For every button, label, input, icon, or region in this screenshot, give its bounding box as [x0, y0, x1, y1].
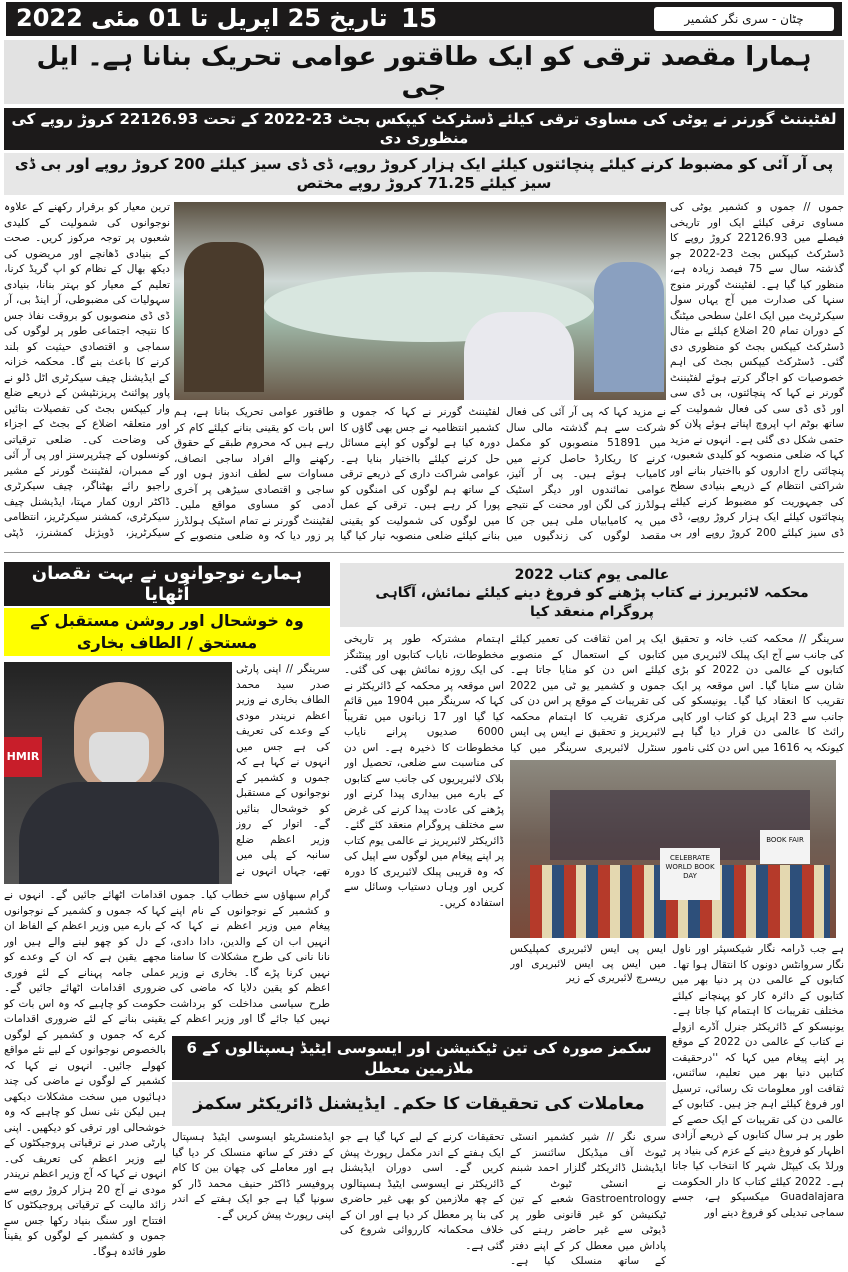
lead-subhead-2	[4, 153, 844, 195]
lead-headline	[4, 40, 844, 104]
page-number: 15	[401, 4, 438, 34]
skims-column-1: سری نگر // شیر کشمیر انسٹی ٹیوٹ آف میڈیکل سائنسز کے ایڈیشنل ڈائریکٹر گلزار احمد شبنم نے انسٹی ٹیوٹ کے Gastroentrology شعبے کے تین ٹیکنیشن کو غیر قانونی طور پر ڈیوٹی سے غیر حاضر رہنے کی پاداش میں معطل کر کے اپنے دفتر کے ساتھ منسلک کیا ہے۔	[510, 1131, 666, 1267]
person-left	[184, 242, 264, 392]
bukhari-column-a: گرام سبھاؤں سے خطاب کیا۔ جموں و کشمیر کے نوجوانوں کے نام اپنے پیغام میں وزیر اعظم نے کہا کہ انہیں اب ان کے والدین، دادا دادی، نانا نانی کی طرح مشکلات کا سامنا نہیں کرنا پڑے گا۔ بخاری نے وزیر اعظم کو یقین دلایا کہ ماضی کی طرح سیاسی مداخلت کو برداشت نہیں کیا جائے گا اور وزیر اعظم کے	[170, 889, 330, 1025]
bukhari-headline-text: ہمارے نوجوانوں نے بہت نقصان اُٹھایا	[31, 563, 303, 605]
person-foreground	[464, 312, 574, 400]
lead-subhead-1	[4, 108, 844, 150]
skims-subhead	[172, 1082, 666, 1126]
person-suit	[19, 782, 219, 884]
lead-subhead-2-text: پی آر آئی کو مضبوط کرنے کیلئے پنچائتوں کیلئے ایک ہزار کروڑ روپے، ڈی ڈی سیز کیلئے 200 کروڑ روپے اور بی ڈی سیز کیلئے 71.25 کروڑ روپے مختص	[14, 155, 834, 192]
skims-column-3: ایڈمنسٹریٹو ایسوسی ایٹیڈ ہسپتال کے دفتر کے ساتھ منسلک کر دیا گیا ہے اور معاملے کی چھان بین کا کام پروفیسر ڈاکٹر حنیف محمد ڈار کو سونپا گیا ہے جو ایک ہفتے کے اندر اپنی رپورٹ پیش کریں گے۔	[172, 1131, 334, 1221]
skims-subhead-text: معاملات کی تحقیقات کا حکم۔ ایڈیشنل ڈائریکٹر سکمز	[193, 1094, 645, 1114]
books-photo-caption: ایس پی ایس لائبریری کمپلیکس میں ایس پی ایس لائبریری اور ریسرچ لائبریری کے زیر	[510, 943, 666, 984]
lead-column-mid-2: لفٹیننٹ گورنر نے کہا کہ جموں و کشمیر انتظامیہ نے جس بھی گاؤں کا دورہ کیا ہے لوگوں کو اپنے مسائل حل کرنے کیلئے بااختیار بنایا ہے۔ عوامی شراکت داری کے ذریعے ترقی کے ساتھ ہم لوگوں کی امنگوں کو پورا کر رہے ہیں۔ ترقی کے عمل میں لوگوں کی شمولیت کو یقینی بنانے کیلئے ضلعی منصوبہ تیار کیا گیا	[340, 406, 500, 542]
bukhari-headline	[4, 562, 330, 606]
lead-subhead-1-text: لفٹیننٹ گورنر نے یوٹی کی مساوی ترقی کیلئے ڈسٹرکٹ کیپکس بجٹ 23-2022 کے تحت 22126.93 کروڑ روپے کی منظوری دی	[11, 110, 837, 147]
lead-column-right: جموں // جموں و کشمیر یوٹی کی مساوی ترقی کیلئے ایک اور تاریخی فیصلے میں 22126.93 کروڑ روپے کا ڈسٹرکٹ کیپکس بجٹ 23-2022 جو گذشتہ سال سے 75 فیصد زیادہ ہے، منظور کیا گیا ہے۔ لفٹیننٹ گورنر منوج سنہا کی صدارت میں آج یہاں سول سیکرٹریٹ میں ایک اعلیٰ سطحی میٹنگ کے دوران تمام 20 اضلاع کیلئے بے مثال ڈسٹرکٹ کیپکس بجٹ کو منظوری دی گئی۔ ڈسٹرکٹ کیپکس بجٹ کی اہم خصوصیات کو اجاگر کرتے ہوئے لفٹیننٹ گورنر نے کہا کہ پنچائتوں، بی ڈی سی اور ڈی ڈی سی کی فعال شمولیت کے ساتھ بوٹم اپ اپروچ اپناتے ہوئے پلان کو حتمی شکل دی گئی ہے۔ انہوں نے مزید کہا کہ ضلعی منصوبہ کو کلیدی شعبوں، پنچائتی راج اداروں کو بااختیار بنانے اور شراکتی انتظام کے ذریعے بنیادی سطح کی جمہوریت کو مضبوط کرنے کیلئے پنچائتوں کیلئے ایک ہزار کروڑ روپے، ڈی ڈی سیز کیلئے 200 کروڑ روپے اور بی	[670, 201, 844, 539]
newspaper-logo: چٹان - سری نگر کشمیر	[654, 7, 834, 31]
photo-backdrop-text: HMIR	[4, 737, 42, 777]
celebrate-sign: CELEBRATE WORLD BOOK DAY	[660, 848, 720, 900]
skims-column-2: تحقیقات کرنے کے لیے کہا گیا ہے جو ایک ہفتے کے اندر مکمل رپورٹ پیش کریں گے۔ اسی دوران ایڈیشنل ڈائریکٹر نے ایسوسی ایٹیڈ ہسپتالوں کے چھ ملازمین کو بھی غیر حاضری کی بنا پر معطل کر دیا ہے اور ان کے خلاف محکمانہ کارروائی شروع کی گئی ہے۔	[340, 1131, 504, 1252]
lead-photo-meeting	[174, 202, 666, 400]
books-header	[340, 563, 844, 627]
bukhari-photo	[4, 662, 232, 884]
bukhari-subhead	[4, 608, 330, 656]
masthead-bar	[6, 2, 842, 36]
books-exhibition-photo	[510, 760, 836, 938]
bukhari-subhead-text: وہ خوشحال اور روشن مستقبل کے مستحق / الطاف بخاری	[30, 611, 304, 652]
lead-column-mid-1: طاقتور عوامی تحریک بنانا ہے، ہم اس بات کو یقینی بنانے کیلئے کام کر رہے ہیں کہ محروم طبقے کے حقوق رکھنے والے افراد ساجی انصاف، مساوات سے لطف اندوز ہوں اور ساجی و اقتصادی سیڑھی پر آخری آدمی کو مساوی مواقع ملیں۔ لفٹیننٹ گورنر نے تمام اسٹیک ہولڈرز پر زور دیا کہ وہ ضلعی منصوبے کے	[174, 406, 334, 542]
books-column-3: اہتمام مشترکہ طور پر تاریخی مخطوطات، نایاب کتابوں اور پینٹنگز کی ایک روزہ نمائش بھی کی گئی۔ اس موقعہ پر محکمہ کے ڈائریکٹر نے کہا کہ سرینگر میں 1904 میں قائم کیا گیا اور 17 زبانوں میں تقریباً 6000 صدیوں پرانے نایاب مخطوطات کا ذخیرہ ہے۔ اس دن کی مناسبت سے ضلعی، تحصیل اور بلاک لائبریریوں کی جانب سے کتابوں کے بارے میں بیداری پیدا کرنے اور پڑھنے کی عادت پیدا کرنے کی غرض سے مختلف پروگرام منعقد کئے گئے۔ ڈائریکٹر لائبریریز نے عالمی یوم کتاب پر اپنے پیغام میں لوگوں سے اپیل کی کہ وہ قریبی پبلک لائبریری کا دورہ کریں اور وہاں دستیاب وسائل سے استفادہ کریں۔	[344, 633, 504, 909]
bukhari-column-side: سرینگر // اپنی پارٹی صدر سید محمد الطاف بخاری نے وزیر اعظم نریندر مودی کے وعدے کی تعریف کی ہے جس میں انہوں نے کہا ہے کہ جموں و کشمیر کے نوجوانوں کے مستقبل کو خوشحال بنائیں گے۔ اتوار کے روز وزیر اعظم ضلع سانبہ کے پلی میں تھے، جہاں انہوں نے	[236, 663, 330, 877]
issue-date: تاریخ 25 اپریل تا 01 مئی 2022	[16, 4, 388, 32]
lead-column-left: ترین معیار کو برقرار رکھنے کے علاوہ نوجوانوں کی شمولیت کے کلیدی شعبوں پر توجہ مرکوز کریں۔ صحت کے بنیادی ڈھانچے اور مریضوں کی دیکھ بھال کے نظام کو اپ گریڈ کرنا، تعلیم کے معیار کو بہتر بنانا، بنیادی سہولیات کی مضبوطی، آر اینڈ بی، آر ڈی ڈی منصوبوں کو بروقت نفاذ جس کا نتیجہ اجتماعی طور پر لوگوں کی سماجی و اقتصادی حیثیت کو بلند کرنے کا باعث بنے گا۔ محکمہ خزانہ کے ایڈیشنل چیف سیکرٹری اٹل ڈلو نے پاور پوائنٹ پریزنٹیشن کے ذریعے ضلع وار کیپکس بجٹ کی تفصیلات بتائیں اور متعلقہ اضلاع کے بجٹ کے اجزاء کی وضاحت کی۔ ضلعی ترقیاتی کونسلوں کے چیئرپرسنز اور پی آر آئی کے ممبران، لفٹیننٹ گورنر کے مشیر راجیو رائے بھٹناگر، چیف سیکرٹری ڈاکٹر ارون کمار مہتا، ایڈیشنل چیف سیکرٹری، کمشنر سیکرٹریز، انتظامی سیکرٹریز، ڈویژنل کمشنرز، ڈپٹی	[4, 201, 170, 539]
lead-column-mid-3: نے مزید کہا کہ پی آر آئی کی فعال شرکت سے ہم گذشتہ مالی سال میں 51891 منصوبوں کو مکمل کرنے کا ریکارڈ حاصل کرنے میں کامیاب ہوئے ہیں۔ پی آر آئیز، عوامی نمائندوں اور دیگر اسٹیک ہولڈرز کی لگن اور محنت کے نتیجے میں یہ کامیابیاں ملی ہیں جن کا مقصد لوگوں کی زندگیوں میں	[506, 406, 666, 542]
skims-headline-text: سکمز صورہ کی تین ٹیکنیشن اور ایسوسی ایٹیڈ ہسپتالوں کے 6 ملازمین معطل	[186, 1039, 652, 1077]
books-column-2: ایک پر امن ثقافت کی تعمیر کیلئے کتابوں کے استعمال کے منصوبے کیلئے اس دن کو منایا جاتا ہے۔ جموں و کشمیر یو ٹی میں 2022 کی تقریبات کے موقع پر اس دن کی مرکزی تقریب کا اہتمام محکمہ لائبریریز و تحقیق نے ایس پی ایس سنٹرل لائبریری سرینگر میں کیا	[510, 633, 666, 754]
divider	[4, 552, 844, 553]
book-fair-sign: BOOK FAIR	[760, 830, 810, 864]
lead-headline-text: ہمارا مقصد ترقی کو ایک طاقتور عوامی تحریک بنانا ہے۔ ایل جی	[36, 42, 812, 102]
books-kicker: عالمی یوم کتاب 2022	[514, 567, 670, 583]
books-headline: محکمہ لائبریرز نے کتاب پڑھنے کو فروغ دینے کیلئے نمائش، آگاہی پروگرام منعقد کیا	[375, 585, 809, 620]
person-right	[594, 262, 664, 392]
books-column-1: سرینگر // محکمہ کتب خانہ و تحقیق کی جانب سے آج ایک پبلک لائبریری میں کتابوں کے عالمی دن 2022 کو بڑی شان سے منایا گیا۔ اس موقعہ پر ایک تقریب کا انعقاد کیا گیا۔ یونیسکو کی جانب سے 23 اپریل کو کتاب اور کاپی رائٹ کا عالمی دن قرار دیا گیا ہے کیونکہ یہ 1616 میں اس دن کئی نامور	[672, 633, 844, 754]
unesco-column: ہے جب ڈرامہ نگار شیکسپئر اور ناول نگار سروانٹس دونوں کا انتقال ہوا تھا۔ کتابوں کے عالمی دن پر دنیا بھر میں کتابوں کے دائرہ کار کو پہنچانے کیلئے مختلف تقریبات کا اہتمام کیا جاتا ہے۔ یونیسکو کے ڈائریکٹر جنرل آڈرے ازولے نے کتاب کے عالمی دن 2022 کے موقع پر اپنے پیغام میں کہا کہ ''درحقیقت کتابیں دنیا بھر میں تعلیم، سائنس، ثقافت اور معلومات تک رسائی، ترسیل اور فروغ کیلئے اہم جز ہیں۔ کتابوں کے عالمی دن کی تقریبات کے ایک حصے کے طور پر ہر سال کتابوں کے ذریعے آزادی اظہار کو فروغ دینے کے عزم کی بنیاد پر ورلڈ بک کیپٹل شہر کا انتخاب کیا جاتا ہے۔ 2022 کیلئے کتاب کا دار الحکومت Guadalajara میکسیکو ہے، جسے سماجی تبدیلی کو فروغ دینے اور	[672, 943, 844, 1219]
skims-headline	[172, 1036, 666, 1080]
bukhari-column-b: اقدامات اٹھائے جائیں گے۔ انہوں نے کہا کہ جموں و کشمیر کے نوجوانوں کے بارے میں وزیر اعظم کے الفاظ ان کے دل کو چھو لینے والے ہیں اور مجھے یقین ہے کہ ان کے وعدے کو عملی جامہ پہنانے کے لئے فوری ضروری اقدامات اٹھائے جائیں گے۔ حکومت کو چاہیے کہ وہ اس بات کو یقینی بنانے کے لئے ضروری اقدامات کرے کہ جموں و کشمیر کے لوگوں بالخصوص نوجوانوں کے لیے نئے مواقع کھولے جائیں۔ انہوں نے کہا کہ کشمیر کے لوگوں نے ماضی کی چند دہائیوں میں سخت مشکلات دیکھی ہیں لیکن نئی نسل کو چاہیے کہ وہ خوشحالی اور ترقی کو دیکھیں۔ اپنی پارٹی صدر نے ترقیاتی پروجیکٹوں کے لیے وزیر اعظم کی تعریف کی۔ انہوں نے کہا کہ آج وزیر اعظم نریندر مودی نے آج 20 ہزار کروڑ روپے سے زائد مالیت کے ترقیاتی پروجیکٹوں کا افتتاح اور سنگ بنیاد رکھا جس سے جموں و کشمیر کے لوگوں کو یقیناً طور فائدہ ہوگا۔	[4, 889, 166, 1258]
